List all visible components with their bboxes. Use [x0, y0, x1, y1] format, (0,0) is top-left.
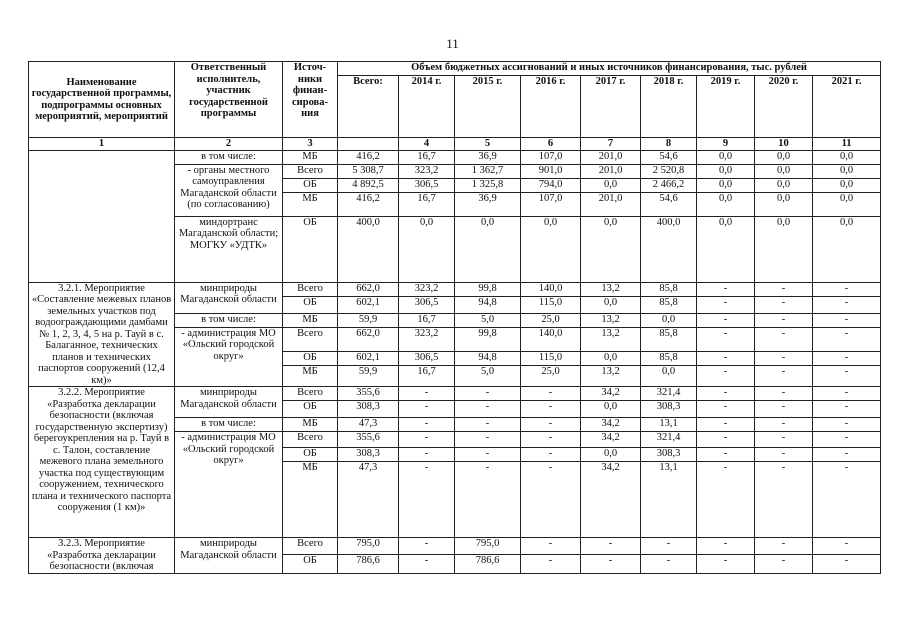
value-cell: - [521, 432, 581, 448]
value-cell: - [455, 462, 521, 538]
value-cell: - [755, 462, 813, 538]
column-index: 5 [455, 138, 521, 151]
value-cell: - [813, 282, 881, 296]
column-index: 11 [813, 138, 881, 151]
value-cell: 786,6 [338, 554, 399, 573]
value-cell: 0,0 [813, 192, 881, 216]
value-cell: 0,0 [813, 216, 881, 282]
value-cell: - [399, 401, 455, 418]
funding-source: ОБ [283, 178, 338, 192]
value-cell: 0,0 [455, 216, 521, 282]
value-cell: 0,0 [581, 352, 641, 366]
value-cell: 34,2 [581, 462, 641, 538]
value-cell: 13,1 [641, 418, 697, 432]
value-cell: 323,2 [399, 327, 455, 352]
header-year: 2014 г. [399, 76, 455, 138]
funding-source: МБ [283, 192, 338, 216]
value-cell: 107,0 [521, 192, 581, 216]
value-cell: 355,6 [338, 387, 399, 401]
measure-name: 3.2.3. Мероприятие «Разработка декларации безопасности (включая [29, 538, 175, 574]
column-index: 7 [581, 138, 641, 151]
value-cell: - [813, 352, 881, 366]
value-cell: - [399, 538, 455, 555]
funding-source: Всего [283, 432, 338, 448]
header-executor: Ответственный исполнитель, участник государственной программы [175, 62, 283, 138]
value-cell: - [813, 462, 881, 538]
executor-cell: в том числе: [175, 313, 283, 327]
column-index: 10 [755, 138, 813, 151]
executor-cell: минприроды Магаданской области [175, 282, 283, 313]
value-cell: 0,0 [697, 178, 755, 192]
header-volume: Объем бюджетных ассигнований и иных источников финансирования, тыс. рублей [338, 62, 881, 76]
column-index: 6 [521, 138, 581, 151]
value-cell: 85,8 [641, 352, 697, 366]
value-cell: 36,9 [455, 150, 521, 164]
value-cell: - [813, 327, 881, 352]
executor-cell: минприроды Магаданской области [175, 538, 283, 574]
funding-source: ОБ [283, 554, 338, 573]
value-cell: - [697, 401, 755, 418]
value-cell: 0,0 [581, 216, 641, 282]
value-cell: - [755, 296, 813, 313]
value-cell: 85,8 [641, 296, 697, 313]
value-cell: - [755, 554, 813, 573]
value-cell: 0,0 [641, 366, 697, 387]
value-cell: - [697, 327, 755, 352]
value-cell: - [755, 282, 813, 296]
value-cell: 4 892,5 [338, 178, 399, 192]
value-cell: 416,2 [338, 192, 399, 216]
header-source: Источ-ники финан-сирова-ния [283, 62, 338, 138]
value-cell: 602,1 [338, 296, 399, 313]
value-cell: 25,0 [521, 366, 581, 387]
value-cell: 308,3 [641, 448, 697, 462]
measure-name: 3.2.1. Мероприятие «Составление межевых планов земельных участков под водоограждающими дамбами № 1, 2, 3, 4, 5 на р. Тауй в с. Балаганное, технических планов и технических паспортов сооружений (12,4 км)» [29, 282, 175, 387]
funding-source: ОБ [283, 448, 338, 462]
value-cell: 85,8 [641, 282, 697, 296]
value-cell: 59,9 [338, 313, 399, 327]
value-cell: - [697, 313, 755, 327]
value-cell: - [755, 432, 813, 448]
funding-source: ОБ [283, 352, 338, 366]
value-cell: 795,0 [338, 538, 399, 555]
value-cell: - [399, 554, 455, 573]
value-cell: 0,0 [813, 164, 881, 178]
executor-cell: минприроды Магаданской области [175, 387, 283, 418]
value-cell: - [455, 432, 521, 448]
value-cell: 16,7 [399, 366, 455, 387]
value-cell: - [521, 538, 581, 555]
value-cell: 59,9 [338, 366, 399, 387]
value-cell: - [813, 538, 881, 555]
value-cell: 0,0 [755, 164, 813, 178]
value-cell: - [399, 448, 455, 462]
value-cell: - [755, 313, 813, 327]
value-cell: 0,0 [813, 150, 881, 164]
value-cell: - [697, 432, 755, 448]
value-cell: 323,2 [399, 164, 455, 178]
value-cell: 94,8 [455, 296, 521, 313]
executor-cell: в том числе: [175, 150, 283, 164]
page-number: 11 [446, 36, 459, 51]
funding-source: Всего [283, 538, 338, 555]
value-cell: 0,0 [581, 178, 641, 192]
table-row [29, 387, 881, 401]
funding-source: МБ [283, 366, 338, 387]
header-year: 2015 г. [455, 76, 521, 138]
value-cell: 47,3 [338, 462, 399, 538]
value-cell: 13,2 [581, 282, 641, 296]
value-cell: - [755, 387, 813, 401]
funding-source: МБ [283, 462, 338, 538]
value-cell: - [521, 554, 581, 573]
value-cell: - [755, 448, 813, 462]
value-cell: 308,3 [338, 401, 399, 418]
value-cell: 0,0 [697, 150, 755, 164]
value-cell: 306,5 [399, 296, 455, 313]
funding-source: ОБ [283, 296, 338, 313]
value-cell: 0,0 [697, 216, 755, 282]
value-cell: 0,0 [755, 192, 813, 216]
value-cell: - [697, 366, 755, 387]
value-cell: 2 520,8 [641, 164, 697, 178]
value-cell: - [521, 387, 581, 401]
value-cell: 85,8 [641, 327, 697, 352]
value-cell: 0,0 [521, 216, 581, 282]
value-cell: 0,0 [399, 216, 455, 282]
value-cell: - [521, 462, 581, 538]
value-cell: 201,0 [581, 192, 641, 216]
value-cell: - [697, 554, 755, 573]
funding-source: МБ [283, 150, 338, 164]
executor-cell: - администрация МО «Ольский городской округ» [175, 327, 283, 387]
value-cell: - [581, 554, 641, 573]
value-cell: - [697, 352, 755, 366]
value-cell: 140,0 [521, 327, 581, 352]
value-cell: - [399, 432, 455, 448]
value-cell: 0,0 [581, 296, 641, 313]
value-cell: - [641, 554, 697, 573]
header-year: 2021 г. [813, 76, 881, 138]
value-cell: - [697, 538, 755, 555]
value-cell: 662,0 [338, 327, 399, 352]
value-cell: 1 325,8 [455, 178, 521, 192]
value-cell: 0,0 [755, 178, 813, 192]
value-cell: - [813, 387, 881, 401]
funding-source: МБ [283, 418, 338, 432]
value-cell: - [399, 387, 455, 401]
value-cell: 662,0 [338, 282, 399, 296]
value-cell: - [813, 448, 881, 462]
value-cell: - [521, 401, 581, 418]
value-cell: 201,0 [581, 150, 641, 164]
value-cell: - [813, 313, 881, 327]
value-cell: 16,7 [399, 313, 455, 327]
funding-source: Всего [283, 164, 338, 178]
value-cell: 308,3 [338, 448, 399, 462]
value-cell: 5,0 [455, 366, 521, 387]
value-cell: 5,0 [455, 313, 521, 327]
value-cell: 0,0 [581, 401, 641, 418]
value-cell: - [813, 432, 881, 448]
value-cell: 115,0 [521, 296, 581, 313]
value-cell: 901,0 [521, 164, 581, 178]
measure-name: 3.2.2. Мероприятие «Разработка декларации безопасности (включая государственную экспертизу) берегоукрепления на р. Тауй в с. Талон, составление межевого плана земельного участка под существующим сооружением, технического плана и технического паспорта сооружения (1 км)» [29, 387, 175, 538]
value-cell: 34,2 [581, 418, 641, 432]
value-cell: 323,2 [399, 282, 455, 296]
funding-source: ОБ [283, 401, 338, 418]
value-cell: 355,6 [338, 432, 399, 448]
value-cell: - [755, 418, 813, 432]
value-cell: - [697, 282, 755, 296]
value-cell: 107,0 [521, 150, 581, 164]
header-year: 2019 г. [697, 76, 755, 138]
value-cell: - [813, 554, 881, 573]
value-cell: - [641, 538, 697, 555]
value-cell: 400,0 [338, 216, 399, 282]
value-cell: - [697, 296, 755, 313]
value-cell: 54,6 [641, 192, 697, 216]
value-cell: 25,0 [521, 313, 581, 327]
value-cell: - [755, 401, 813, 418]
value-cell: 34,2 [581, 432, 641, 448]
funding-source: ОБ [283, 216, 338, 282]
value-cell: 140,0 [521, 282, 581, 296]
value-cell: 115,0 [521, 352, 581, 366]
value-cell: 99,8 [455, 282, 521, 296]
value-cell: - [697, 418, 755, 432]
value-cell: 13,2 [581, 313, 641, 327]
executor-cell: миндортранс Магаданской области; МОГКУ «УДТК» [175, 216, 283, 282]
value-cell: 0,0 [697, 192, 755, 216]
value-cell: 0,0 [581, 448, 641, 462]
value-cell: - [399, 462, 455, 538]
value-cell: - [455, 401, 521, 418]
value-cell: - [521, 448, 581, 462]
value-cell: 308,3 [641, 401, 697, 418]
value-cell: - [813, 366, 881, 387]
value-cell: 0,0 [755, 216, 813, 282]
value-cell: 99,8 [455, 327, 521, 352]
value-cell: - [755, 327, 813, 352]
header-year: 2016 г. [521, 76, 581, 138]
funding-source: Всего [283, 327, 338, 352]
value-cell: 602,1 [338, 352, 399, 366]
column-index: 4 [399, 138, 455, 151]
value-cell: 34,2 [581, 387, 641, 401]
value-cell: 54,6 [641, 150, 697, 164]
value-cell: - [755, 538, 813, 555]
value-cell: 2 466,2 [641, 178, 697, 192]
value-cell: 47,3 [338, 418, 399, 432]
value-cell: - [813, 296, 881, 313]
executor-cell: в том числе: [175, 418, 283, 432]
header-year: 2017 г. [581, 76, 641, 138]
value-cell: 794,0 [521, 178, 581, 192]
value-cell: - [455, 418, 521, 432]
funding-source: Всего [283, 282, 338, 296]
value-cell: 786,6 [455, 554, 521, 573]
value-cell: 0,0 [813, 178, 881, 192]
header-year: Всего: [338, 76, 399, 138]
value-cell: 16,7 [399, 150, 455, 164]
table-row [29, 150, 881, 164]
value-cell: - [697, 448, 755, 462]
column-index: 1 [29, 138, 175, 151]
column-index: 3 [283, 138, 338, 151]
value-cell: 201,0 [581, 164, 641, 178]
value-cell: 795,0 [455, 538, 521, 555]
column-index: 9 [697, 138, 755, 151]
value-cell: 400,0 [641, 216, 697, 282]
value-cell: - [521, 418, 581, 432]
value-cell: 13,2 [581, 327, 641, 352]
executor-cell: - органы местного самоуправления Магаданской области (по согласованию) [175, 164, 283, 216]
value-cell: - [455, 387, 521, 401]
funding-source: Всего [283, 387, 338, 401]
value-cell: 0,0 [641, 313, 697, 327]
column-index: 8 [641, 138, 697, 151]
financing-table [28, 61, 881, 574]
value-cell: - [455, 448, 521, 462]
value-cell: 416,2 [338, 150, 399, 164]
table-row [29, 538, 881, 555]
executor-cell: - администрация МО «Ольский городской округ» [175, 432, 283, 538]
column-index [338, 138, 399, 151]
funding-source: МБ [283, 313, 338, 327]
value-cell: 13,2 [581, 366, 641, 387]
value-cell: - [399, 418, 455, 432]
value-cell: - [755, 352, 813, 366]
value-cell: 36,9 [455, 192, 521, 216]
value-cell: 306,5 [399, 352, 455, 366]
value-cell: 321,4 [641, 432, 697, 448]
value-cell: 13,1 [641, 462, 697, 538]
value-cell: 0,0 [697, 164, 755, 178]
table-row [29, 282, 881, 296]
value-cell: 16,7 [399, 192, 455, 216]
value-cell: 5 308,7 [338, 164, 399, 178]
value-cell: 0,0 [755, 150, 813, 164]
value-cell: 306,5 [399, 178, 455, 192]
header-year: 2020 г. [755, 76, 813, 138]
value-cell: 321,4 [641, 387, 697, 401]
value-cell: - [755, 366, 813, 387]
header-name: Наименование государственной программы, подпрограммы основных мероприятий, мероприятий [29, 62, 175, 138]
value-cell: - [697, 387, 755, 401]
value-cell: - [813, 401, 881, 418]
value-cell: - [697, 462, 755, 538]
column-index: 2 [175, 138, 283, 151]
value-cell: - [813, 418, 881, 432]
value-cell: - [581, 538, 641, 555]
value-cell: 1 362,7 [455, 164, 521, 178]
value-cell: 94,8 [455, 352, 521, 366]
measure-name [29, 150, 175, 282]
header-year: 2018 г. [641, 76, 697, 138]
